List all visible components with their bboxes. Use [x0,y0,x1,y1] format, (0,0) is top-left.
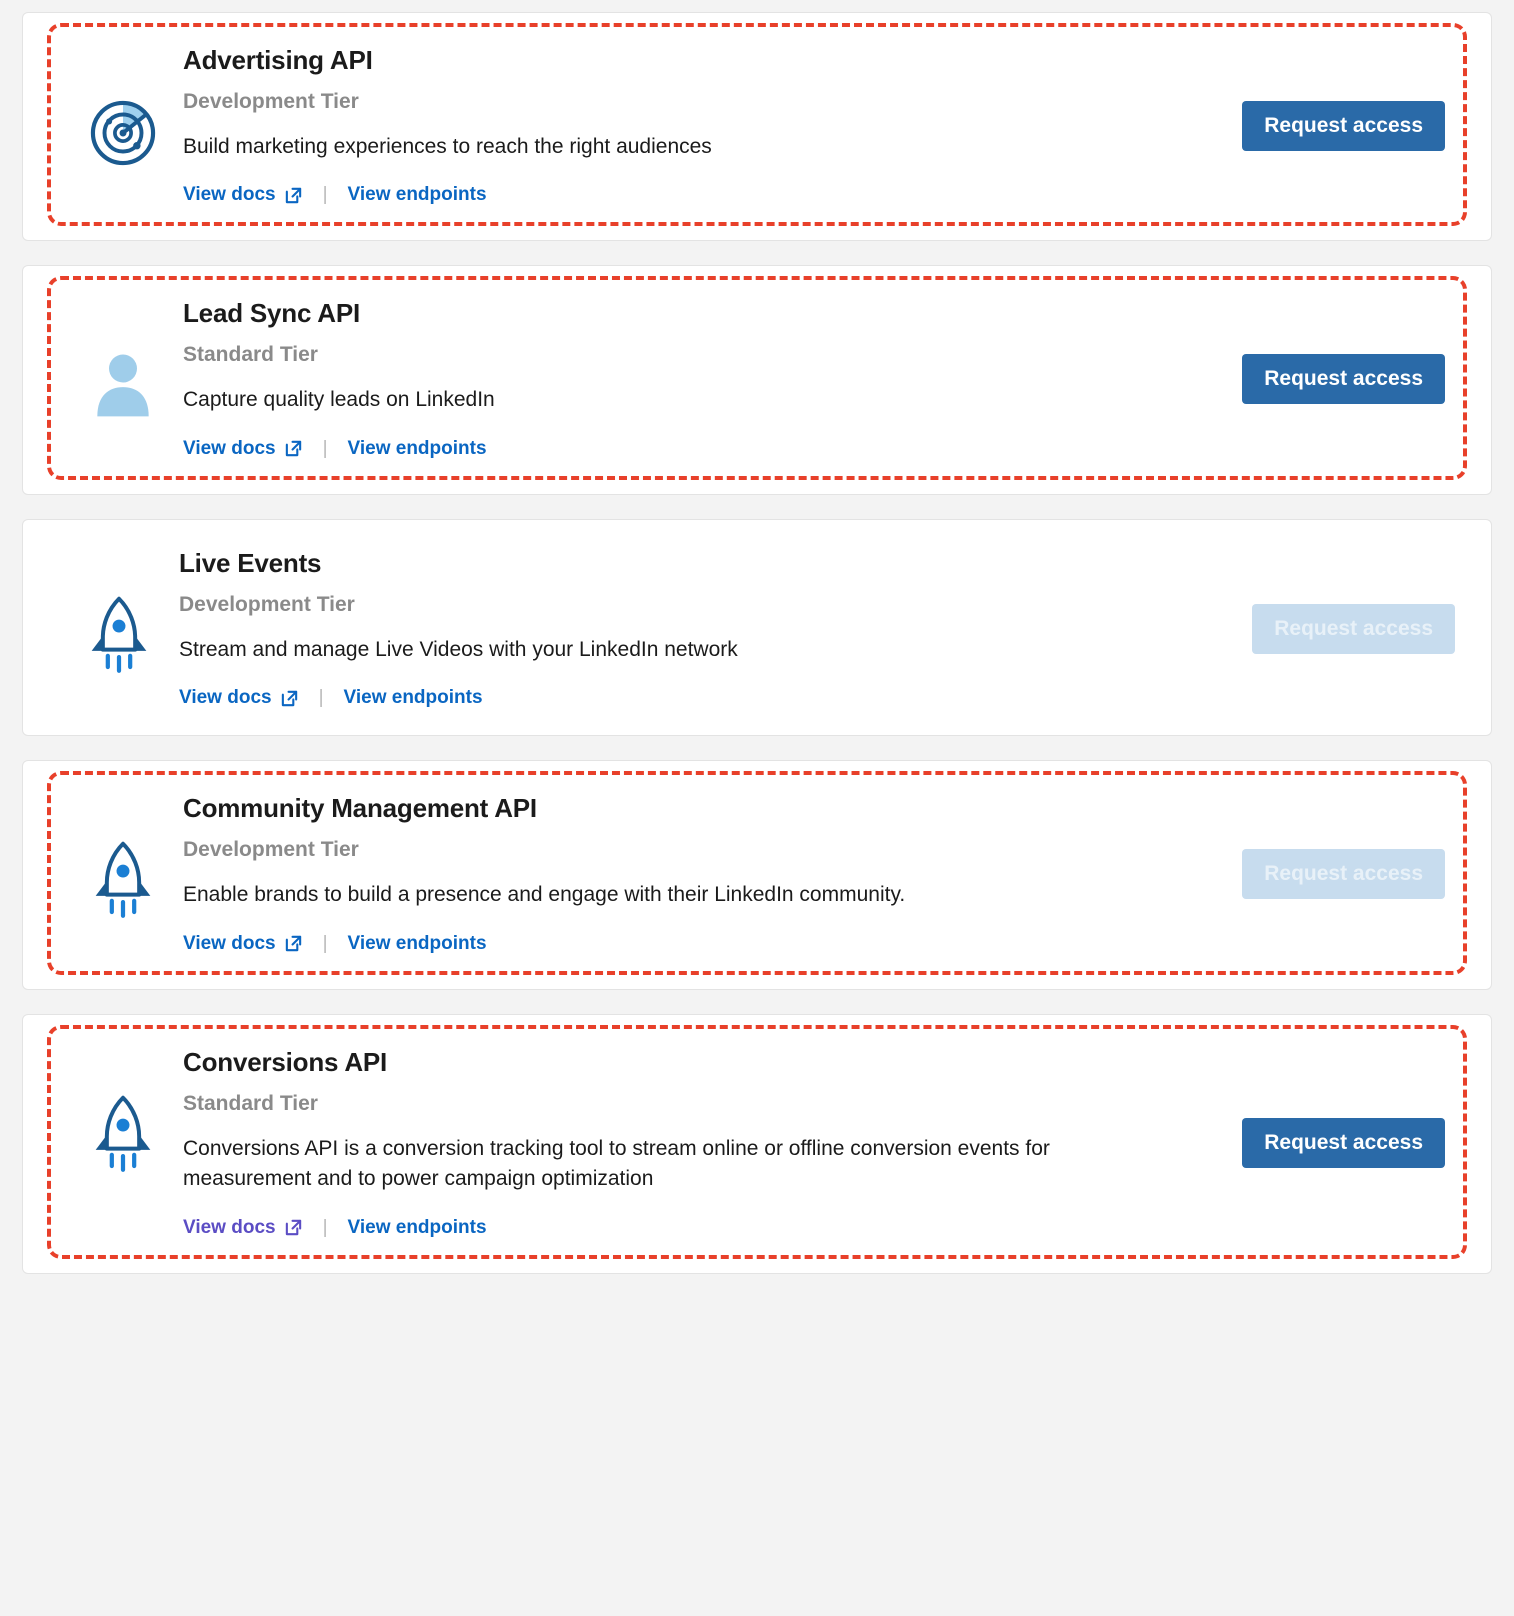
api-description: Build marketing experiences to reach the right audiences [183,135,712,158]
api-description: Capture quality leads on LinkedIn [183,388,495,412]
links-divider: | [322,184,328,206]
api-title: Lead Sync API [183,298,361,329]
view-docs-link[interactable] [183,438,303,460]
api-card-lead-sync-api [22,265,1492,494]
api-card-body [183,1047,1195,1239]
rocket-icon [59,548,179,696]
api-tier: Development Tier [183,838,359,862]
api-card-links [183,184,1175,206]
api-card-inner [47,771,1467,974]
view-docs-link[interactable] [183,184,303,206]
view-docs-label: View docs [183,932,276,954]
view-docs-label: View docs [183,437,276,459]
api-title: Advertising API [183,45,373,75]
api-tier: Standard Tier [183,1091,318,1115]
api-card-conversions-api [22,1014,1492,1274]
api-card-advertising-api [22,12,1492,241]
api-card-inner [47,23,1467,226]
radar-icon [63,45,183,193]
view-docs-label: View docs [183,184,276,206]
view-endpoints-link[interactable]: View endpoints [347,1216,487,1238]
api-card-live-events [22,519,1492,736]
api-card-links [179,687,1185,709]
view-endpoints-link[interactable]: View endpoints [347,184,487,206]
rocket-icon [63,1047,183,1195]
api-tier: Development Tier [183,90,359,113]
request-access-button: Request access [1252,604,1455,654]
request-access-button[interactable]: Request access [1242,101,1445,151]
api-card-body [183,298,1195,459]
api-card-body [183,45,1195,206]
api-card-inner [23,520,1491,735]
view-endpoints-link[interactable]: View endpoints [347,437,487,459]
view-docs-link[interactable] [179,687,299,709]
api-card-action [1205,604,1461,654]
api-card-action [1195,849,1451,899]
external-link-icon [284,934,303,953]
person-icon [63,298,183,446]
external-link-icon [284,186,303,205]
api-description: Enable brands to build a presence and engage with their LinkedIn community. [183,883,906,907]
view-docs-label: View docs [179,687,272,709]
external-link-icon [284,1218,303,1237]
api-card-body [179,548,1205,709]
request-access-button: Request access [1242,849,1445,899]
api-card-action [1195,101,1451,151]
rocket-icon [63,793,183,941]
api-card-inner [47,1025,1467,1259]
api-card-links [183,933,1175,955]
api-card-inner [47,276,1467,479]
api-card-links [183,1217,1175,1239]
external-link-icon [280,689,299,708]
api-card-action [1195,354,1451,404]
request-access-button[interactable]: Request access [1242,1118,1445,1168]
links-divider: | [322,437,328,459]
api-card-action [1195,1118,1451,1168]
api-card-links [183,438,1175,460]
links-divider: | [322,1216,328,1238]
request-access-button[interactable]: Request access [1242,354,1445,404]
api-description: Conversions API is a conversion tracking tool to stream online or offline conversion events for measurement and to power campaign optimization [183,1136,1050,1191]
api-title: Conversions API [183,1046,388,1077]
view-docs-link[interactable] [183,933,303,955]
view-endpoints-link[interactable]: View endpoints [347,932,487,954]
api-tier: Standard Tier [183,343,318,367]
api-tier: Development Tier [179,592,355,616]
api-card-body [183,793,1195,954]
view-docs-label: View docs [183,1216,276,1238]
links-divider: | [322,932,328,954]
view-docs-link[interactable] [183,1217,303,1239]
api-card-community-management-api [22,760,1492,989]
api-title: Community Management API [183,793,537,824]
api-title: Live Events [179,547,322,578]
links-divider: | [318,687,324,709]
view-endpoints-link[interactable]: View endpoints [343,687,483,709]
external-link-icon [284,439,303,458]
api-description: Stream and manage Live Videos with your LinkedIn network [179,637,738,661]
